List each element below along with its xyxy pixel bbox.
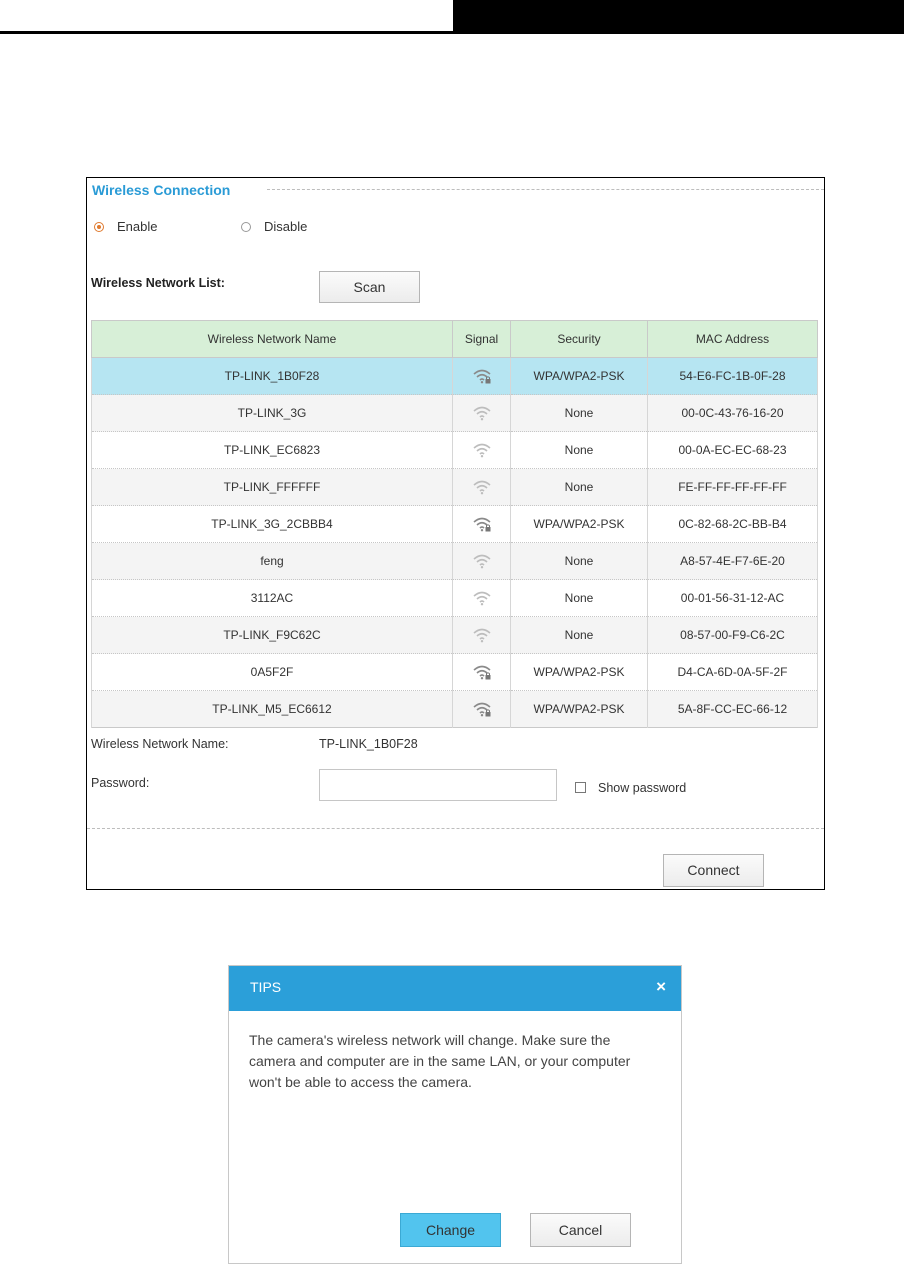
table-row[interactable] (92, 654, 818, 691)
mac-cell: 5A-8F-CC-EC-66-12 (648, 691, 818, 728)
security-cell: None (511, 617, 648, 654)
column-header-name: Wireless Network Name (92, 321, 453, 358)
wifi-icon (472, 590, 492, 606)
enable-label: Enable (117, 219, 158, 234)
disable-option[interactable] (241, 219, 307, 234)
security-cell: WPA/WPA2-PSK (511, 654, 648, 691)
mac-cell: 00-0C-43-76-16-20 (648, 395, 818, 432)
security-cell: None (511, 432, 648, 469)
mac-cell: A8-57-4E-F7-6E-20 (648, 543, 818, 580)
dialog-title: TIPS (250, 979, 282, 995)
table-row[interactable] (92, 395, 818, 432)
network-name-label: Wireless Network Name: (91, 737, 229, 751)
column-header-signal: Signal (453, 321, 511, 358)
network-name-cell: TP-LINK_FFFFFF (92, 469, 453, 506)
table-row[interactable] (92, 543, 818, 580)
enable-option[interactable] (94, 219, 157, 234)
column-header-security: Security (511, 321, 648, 358)
wifi-locked-icon (472, 701, 492, 717)
wifi-icon (472, 553, 492, 569)
column-header-mac: MAC Address (648, 321, 818, 358)
dialog-message: The camera's wireless network will change. Make sure the camera and computer are in the same LAN, or your computer won't be able to access the camera. (249, 1032, 631, 1090)
dialog-header (229, 966, 681, 1011)
wireless-connection-panel (86, 177, 825, 890)
signal-cell (453, 395, 511, 432)
network-name-cell: TP-LINK_EC6823 (92, 432, 453, 469)
wifi-icon (472, 479, 492, 495)
network-list-label: Wireless Network List: (91, 276, 225, 290)
network-name-cell: 3112AC (92, 580, 453, 617)
table-row[interactable] (92, 358, 818, 395)
mac-cell: FE-FF-FF-FF-FF-FF (648, 469, 818, 506)
tips-dialog (228, 965, 682, 1264)
change-button[interactable]: Change (400, 1213, 501, 1247)
mac-cell: D4-CA-6D-0A-5F-2F (648, 654, 818, 691)
security-cell: WPA/WPA2-PSK (511, 358, 648, 395)
wifi-locked-icon (472, 516, 492, 532)
signal-cell (453, 580, 511, 617)
signal-cell (453, 432, 511, 469)
password-label: Password: (91, 776, 150, 790)
table-row[interactable] (92, 580, 818, 617)
table-row[interactable] (92, 691, 818, 728)
wifi-locked-icon (472, 664, 492, 680)
signal-cell (453, 617, 511, 654)
network-name-cell: TP-LINK_M5_EC6612 (92, 691, 453, 728)
signal-cell (453, 358, 511, 395)
mac-cell: 00-01-56-31-12-AC (648, 580, 818, 617)
table-row[interactable] (92, 469, 818, 506)
wifi-locked-icon (472, 368, 492, 384)
signal-cell (453, 654, 511, 691)
top-black-bar (453, 0, 904, 34)
disable-radio[interactable] (241, 222, 251, 232)
mac-cell: 54-E6-FC-1B-0F-28 (648, 358, 818, 395)
network-name-cell: 0A5F2F (92, 654, 453, 691)
security-cell: None (511, 543, 648, 580)
enable-radio[interactable] (94, 222, 104, 232)
table-row[interactable] (92, 432, 818, 469)
bottom-divider (87, 828, 824, 829)
security-cell: WPA/WPA2-PSK (511, 691, 648, 728)
signal-cell (453, 691, 511, 728)
security-cell: None (511, 580, 648, 617)
signal-cell (453, 506, 511, 543)
security-cell: WPA/WPA2-PSK (511, 506, 648, 543)
network-table-body (92, 358, 818, 728)
wifi-icon (472, 442, 492, 458)
security-cell: None (511, 395, 648, 432)
mac-cell: 00-0A-EC-EC-68-23 (648, 432, 818, 469)
table-row[interactable] (92, 506, 818, 543)
title-divider (267, 189, 824, 190)
show-password-label[interactable]: Show password (598, 781, 687, 795)
network-name-value: TP-LINK_1B0F28 (319, 737, 418, 751)
network-name-cell: feng (92, 543, 453, 580)
password-input[interactable] (319, 769, 557, 801)
connect-button[interactable]: Connect (663, 854, 764, 887)
disable-label: Disable (264, 219, 308, 234)
show-password-checkbox[interactable] (575, 782, 586, 793)
network-name-cell: TP-LINK_F9C62C (92, 617, 453, 654)
security-cell: None (511, 469, 648, 506)
wifi-icon (472, 627, 492, 643)
signal-cell (453, 543, 511, 580)
signal-cell (453, 469, 511, 506)
mac-cell: 0C-82-68-2C-BB-B4 (648, 506, 818, 543)
close-icon[interactable]: × (656, 977, 666, 996)
table-row[interactable] (92, 617, 818, 654)
network-name-cell: TP-LINK_3G (92, 395, 453, 432)
table-header-row (92, 321, 818, 358)
top-rule (0, 31, 470, 34)
cancel-button[interactable]: Cancel (530, 1213, 631, 1247)
network-table (91, 320, 818, 728)
network-name-cell: TP-LINK_3G_2CBBB4 (92, 506, 453, 543)
network-name-cell: TP-LINK_1B0F28 (92, 358, 453, 395)
mac-cell: 08-57-00-F9-C6-2C (648, 617, 818, 654)
panel-title: Wireless Connection (92, 182, 238, 198)
scan-button[interactable]: Scan (319, 271, 420, 303)
wifi-icon (472, 405, 492, 421)
